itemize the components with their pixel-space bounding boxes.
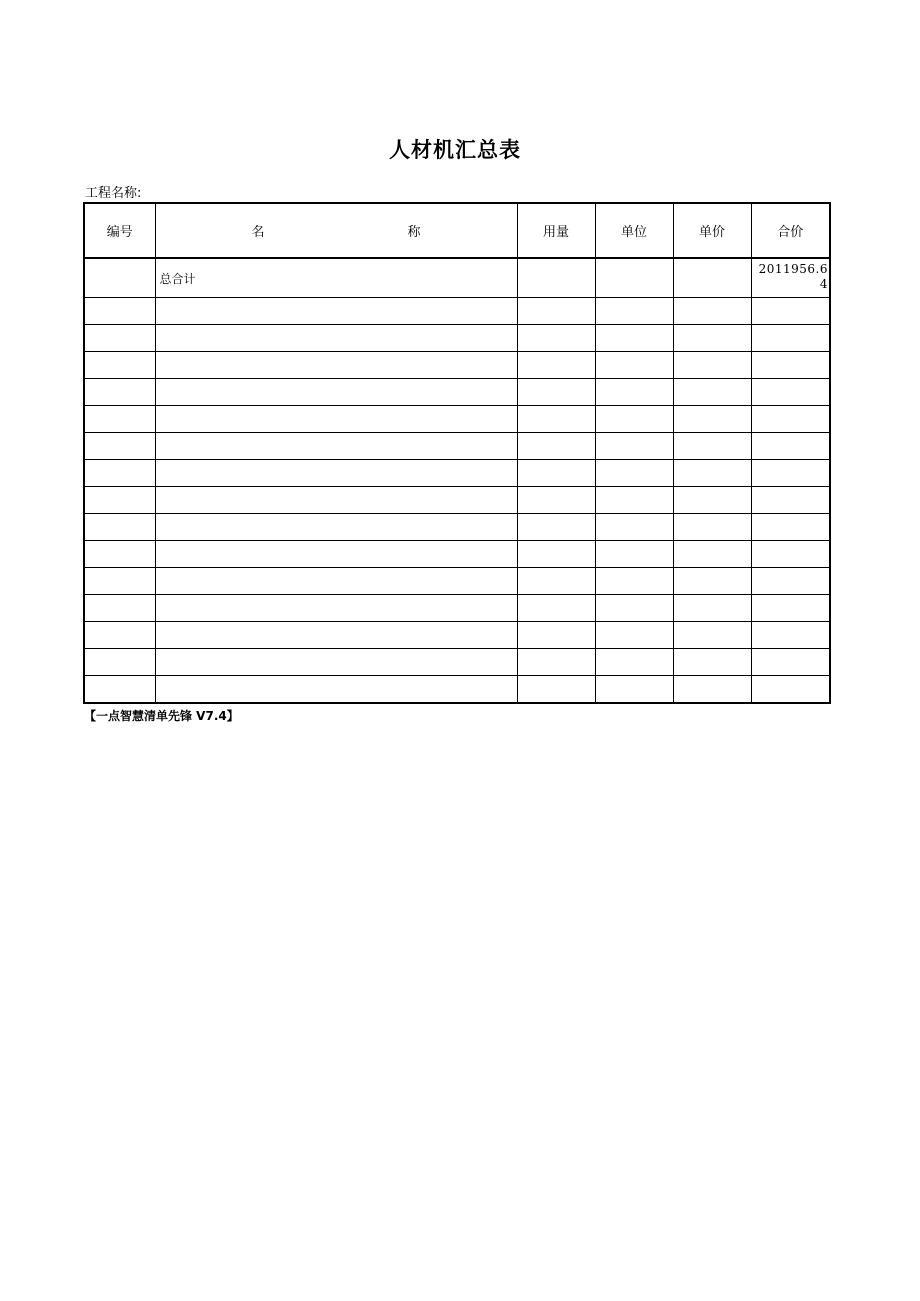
- cell-unit-price: [673, 298, 751, 325]
- cell-unit: [595, 258, 673, 298]
- header-unit-price: 单价: [673, 203, 751, 258]
- cell-unit: [595, 622, 673, 649]
- cell-unit: [595, 595, 673, 622]
- cell-quantity: [517, 379, 595, 406]
- cell-total-price: [751, 487, 830, 514]
- cell-unit: [595, 514, 673, 541]
- cell-unit-price: [673, 649, 751, 676]
- cell-quantity: [517, 325, 595, 352]
- cell-name: [155, 460, 517, 487]
- cell-unit: [595, 379, 673, 406]
- cell-unit: [595, 541, 673, 568]
- cell-total-price: [751, 541, 830, 568]
- cell-name: [155, 433, 517, 460]
- cell-unit-price: [673, 568, 751, 595]
- cell-code: [84, 487, 155, 514]
- cell-quantity: [517, 514, 595, 541]
- cell-quantity: [517, 541, 595, 568]
- project-name-label: 工程名称:: [85, 186, 142, 201]
- cell-quantity: [517, 568, 595, 595]
- cell-total-price: [751, 433, 830, 460]
- cell-unit-price: [673, 514, 751, 541]
- table-row: [84, 433, 830, 460]
- cell-total-price: [751, 352, 830, 379]
- cell-total-price: 2011956.64: [751, 258, 830, 298]
- cell-name: [155, 649, 517, 676]
- cell-code: [84, 325, 155, 352]
- table-row-total: [84, 258, 830, 298]
- cell-total-price: [751, 676, 830, 704]
- table-header-row: [84, 203, 830, 258]
- cell-name: [155, 406, 517, 433]
- cell-name: [155, 325, 517, 352]
- cell-total-price: [751, 514, 830, 541]
- cell-unit-price: [673, 352, 751, 379]
- cell-unit: [595, 676, 673, 704]
- table-row: [84, 541, 830, 568]
- header-total-price: 合价: [751, 203, 830, 258]
- cell-unit-price: [673, 379, 751, 406]
- cell-quantity: [517, 622, 595, 649]
- cell-code: [84, 649, 155, 676]
- cell-total-price: [751, 379, 830, 406]
- table-row: [84, 595, 830, 622]
- cell-name: [155, 352, 517, 379]
- cell-quantity: [517, 676, 595, 704]
- cell-code: [84, 541, 155, 568]
- cell-unit-price: [673, 541, 751, 568]
- header-name: [155, 203, 517, 258]
- cell-name: [155, 487, 517, 514]
- cell-name: [155, 595, 517, 622]
- cell-total-price: [751, 649, 830, 676]
- table-row: [84, 514, 830, 541]
- software-footer: 【一点智慧清单先锋 V7.4】: [84, 709, 239, 723]
- cell-code: [84, 676, 155, 704]
- cell-unit-price: [673, 487, 751, 514]
- cell-unit-price: [673, 460, 751, 487]
- cell-quantity: [517, 406, 595, 433]
- cell-unit: [595, 298, 673, 325]
- table-row: [84, 676, 830, 704]
- cell-unit: [595, 487, 673, 514]
- cell-quantity: [517, 649, 595, 676]
- table-row: [84, 568, 830, 595]
- cell-name: [155, 379, 517, 406]
- cell-quantity: [517, 298, 595, 325]
- cell-quantity: [517, 487, 595, 514]
- table-row: [84, 406, 830, 433]
- cell-total-price: [751, 622, 830, 649]
- table-row: [84, 352, 830, 379]
- cell-code: [84, 258, 155, 298]
- cell-unit: [595, 460, 673, 487]
- cell-code: [84, 379, 155, 406]
- cell-name: [155, 514, 517, 541]
- cell-code: [84, 460, 155, 487]
- cell-unit: [595, 568, 673, 595]
- cell-code: [84, 595, 155, 622]
- cell-total-price: [751, 460, 830, 487]
- table-row: [84, 649, 830, 676]
- cell-code: [84, 406, 155, 433]
- cell-quantity: [517, 460, 595, 487]
- cell-code: [84, 352, 155, 379]
- cell-unit-price: [673, 595, 751, 622]
- cell-name: 总合计: [155, 258, 517, 298]
- table-row: [84, 298, 830, 325]
- cell-unit-price: [673, 676, 751, 704]
- cell-code: [84, 514, 155, 541]
- cell-name: [155, 622, 517, 649]
- page-title: 人材机汇总表: [389, 137, 521, 162]
- cell-unit: [595, 649, 673, 676]
- summary-table: [83, 202, 831, 704]
- cell-total-price: [751, 325, 830, 352]
- table-row: [84, 622, 830, 649]
- cell-unit-price: [673, 622, 751, 649]
- cell-name: [155, 298, 517, 325]
- cell-unit: [595, 406, 673, 433]
- cell-code: [84, 568, 155, 595]
- cell-code: [84, 298, 155, 325]
- header-code: 编号: [84, 203, 155, 258]
- cell-total-price: [751, 568, 830, 595]
- header-unit: 单位: [595, 203, 673, 258]
- header-quantity: 用量: [517, 203, 595, 258]
- cell-quantity: [517, 433, 595, 460]
- cell-quantity: [517, 258, 595, 298]
- header-name-part2: 称: [407, 225, 421, 240]
- cell-unit: [595, 325, 673, 352]
- cell-unit: [595, 352, 673, 379]
- table-row: [84, 460, 830, 487]
- cell-code: [84, 622, 155, 649]
- cell-code: [84, 433, 155, 460]
- header-name-part1: 名: [251, 225, 265, 240]
- cell-total-price: [751, 298, 830, 325]
- table-row: [84, 379, 830, 406]
- table-row: [84, 487, 830, 514]
- cell-unit-price: [673, 433, 751, 460]
- table-row: [84, 325, 830, 352]
- cell-name: [155, 676, 517, 704]
- cell-total-price: [751, 406, 830, 433]
- cell-total-price: [751, 595, 830, 622]
- cell-quantity: [517, 352, 595, 379]
- cell-unit-price: [673, 325, 751, 352]
- cell-unit: [595, 433, 673, 460]
- cell-name: [155, 568, 517, 595]
- cell-unit-price: [673, 406, 751, 433]
- cell-unit-price: [673, 258, 751, 298]
- cell-quantity: [517, 595, 595, 622]
- cell-name: [155, 541, 517, 568]
